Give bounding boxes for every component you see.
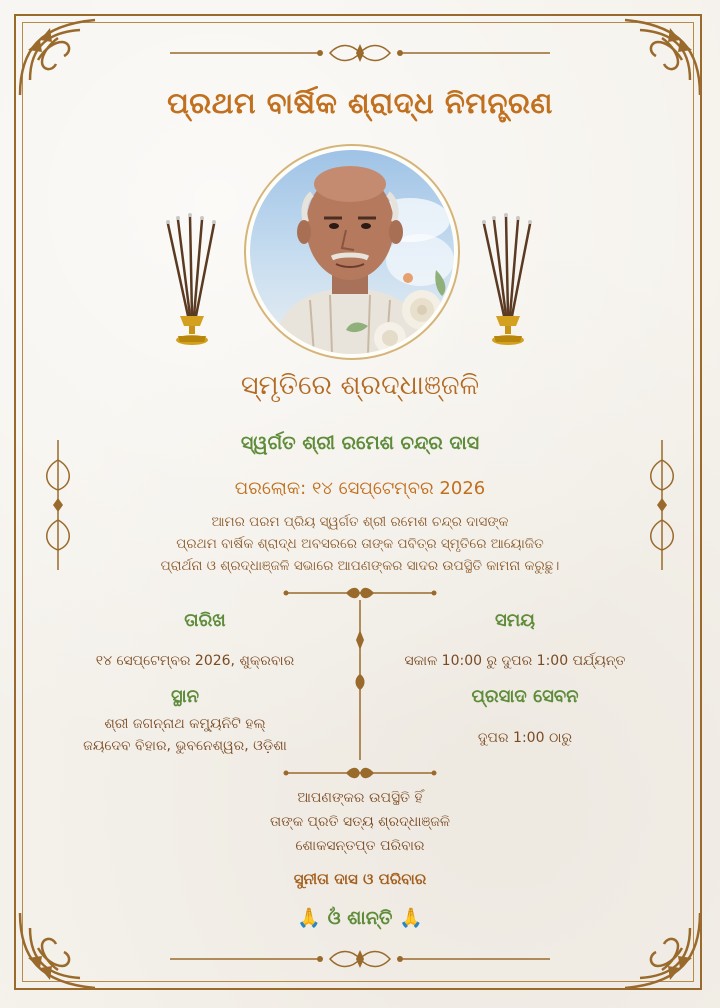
venue-line: ଜୟଦେବ ବିହାର, ଭୁବନେଶ୍ୱର, ଓଡ଼ିଶା bbox=[83, 738, 287, 754]
venue-label: ସ୍ଥାନ bbox=[171, 686, 199, 707]
closing-line: ତାଙ୍କ ପ୍ରତି ସତ୍ୟ ଶ୍ରଦ୍ଧାଞ୍ଜଳି bbox=[270, 814, 450, 830]
time-value: ସକାଳ 10:00 ରୁ ଦୁପର 1:00 ପର୍ଯ୍ୟନ୍ତ bbox=[404, 653, 626, 669]
deceased-name: ସ୍ୱର୍ଗତ ଶ୍ରୀ ରମେଶ ଚନ୍ଦ୍ର ଦାସ bbox=[240, 432, 480, 454]
closing-line: ଶୋକସନ୍ତପ୍ତ ପରିବାର bbox=[295, 838, 425, 854]
prasad-label: ପ୍ରସାଦ ସେବନ bbox=[471, 686, 579, 707]
top-ornament bbox=[170, 38, 550, 68]
shanti-line: 🙏 ଓଁ ଶାନ୍ତି 🙏 bbox=[297, 907, 423, 929]
portrait-photo bbox=[250, 150, 454, 354]
message-line: ପ୍ରାର୍ଥନା ଓ ଶ୍ରଦ୍ଧାଞ୍ଜଳି ସଭାରେ ଆପଣଙ୍କର ସାଦର ଉପସ୍ଥିତି କାମନା କରୁଛୁ। bbox=[160, 558, 560, 574]
divider-ornament-icon bbox=[280, 764, 440, 782]
incense-sticks-icon bbox=[160, 212, 224, 352]
bottom-ornament bbox=[170, 944, 550, 974]
closing-line: ଆପଣଙ୍କର ଉପସ୍ଥିତି ହିଁ bbox=[297, 790, 423, 806]
message-line: ଆମର ପରମ ପ୍ରିୟ ସ୍ୱର୍ଗତ ଶ୍ରୀ ରମେଶ ଚନ୍ଦ୍ର ଦାସଙ୍କ bbox=[211, 514, 509, 530]
date-value: ୧୪ ସେପ୍ଟେମ୍ବର 2026, ଶୁକ୍ରବାର bbox=[95, 653, 295, 669]
invitation-title: ପ୍ରଥମ ବାର୍ଷିକ ଶ୍ରାଦ୍ଧ ନିମନ୍ତ୍ରଣ bbox=[167, 86, 553, 120]
memory-heading: ସ୍ମୃତିରେ ଶ୍ରଦ୍ଧାଞ୍ଜଳି bbox=[240, 370, 480, 401]
vertical-divider bbox=[350, 600, 370, 760]
family-name: ସୁନୀତା ଦାସ ଓ ପରିବାର bbox=[293, 870, 427, 888]
prasad-value: ଦୁପର 1:00 ଠାରୁ bbox=[477, 730, 573, 746]
time-label: ସମୟ bbox=[494, 610, 536, 631]
incense-sticks-icon bbox=[476, 212, 540, 352]
date-label: ତାରିଖ bbox=[184, 610, 226, 631]
venue-line: ଶ୍ରୀ ଜଗନ୍ନାଥ କମ୍ୟୁନିଟି ହଲ୍ bbox=[104, 716, 266, 732]
message-line: ପ୍ରଥମ ବାର୍ଷିକ ଶ୍ରାଦ୍ଧ ଅବସରରେ ତାଙ୍କ ପବିତ୍ର ସ୍ମୃତିରେ ଆୟୋଜିତ bbox=[176, 536, 544, 552]
death-date: ପରଲୋକ: ୧୪ ସେପ୍ଟେମ୍ବର 2026 bbox=[234, 478, 486, 499]
